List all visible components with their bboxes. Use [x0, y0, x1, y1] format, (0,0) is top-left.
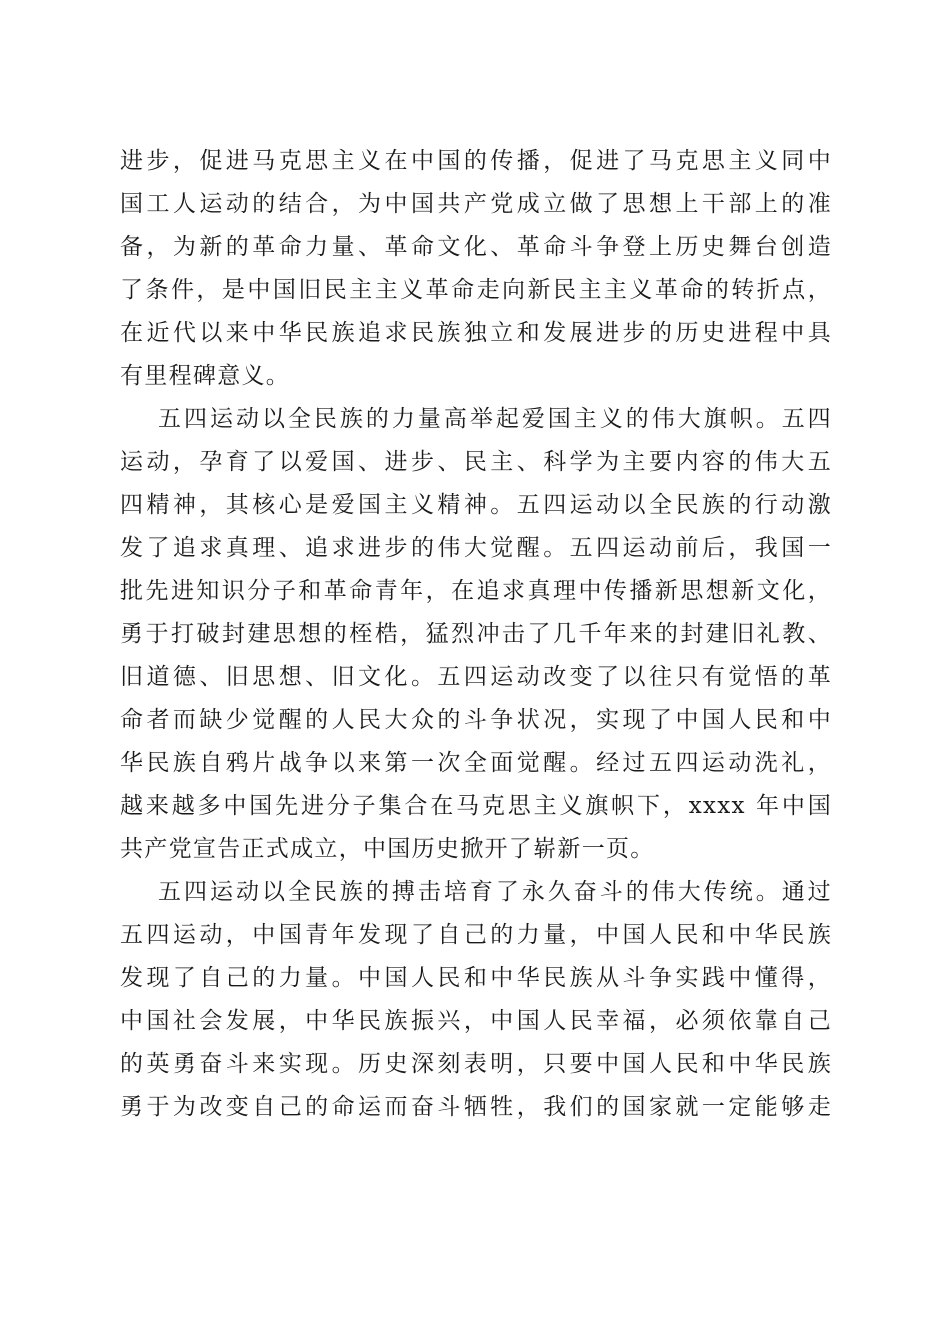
paragraph-1-line-6: 有里程碑意义。 [120, 363, 291, 389]
paragraph-2-line-9: 华民族自鸦片战争以来第一次全面觉醒。经过五四运动洗礼， [120, 750, 832, 776]
paragraph-3-line-3: 发现了自己的力量。中国人民和中华民族从斗争实践中懂得， [120, 965, 832, 991]
paragraph-3-line-5: 的英勇奋斗来实现。历史深刻表明，只要中国人民和中华民族 [120, 1051, 832, 1077]
paragraph-3-line-2: 五四运动，中国青年发现了自己的力量，中国人民和中华民族 [120, 922, 832, 948]
paragraph-2-line-3: 四精神，其核心是爱国主义精神。五四运动以全民族的行动激 [120, 492, 832, 518]
paragraph-2-line-10: 越来越多中国先进分子集合在马克思主义旗帜下，xxxx 年中国 [120, 793, 832, 819]
paragraph-2-line-11: 共产党宣告正式成立，中国历史掀开了崭新一页。 [120, 836, 655, 862]
paragraph-1-line-2: 国工人运动的结合，为中国共产党成立做了思想上干部上的准 [120, 191, 832, 217]
paragraph-2-line-5: 批先进知识分子和革命青年，在追求真理中传播新思想新文化， [120, 578, 832, 604]
paragraph-2-line-6: 勇于打破封建思想的桎梏，猛烈冲击了几千年来的封建旧礼教、 [120, 621, 832, 647]
paragraph-1-line-1: 进步，促进马克思主义在中国的传播，促进了马克思主义同中 [120, 148, 832, 174]
paragraph-2-line-1: 五四运动以全民族的力量高举起爱国主义的伟大旗帜。五四 [158, 406, 832, 432]
paragraph-1-line-3: 备，为新的革命力量、革命文化、革命斗争登上历史舞台创造 [120, 234, 832, 260]
paragraph-3-line-4: 中国社会发展，中华民族振兴，中国人民幸福，必须依靠自己 [120, 1008, 832, 1034]
paragraph-1-line-5: 在近代以来中华民族追求民族独立和发展进步的历史进程中具 [120, 320, 832, 346]
paragraph-2-line-8: 命者而缺少觉醒的人民大众的斗争状况，实现了中国人民和中 [120, 707, 832, 733]
paragraph-2-line-2: 运动，孕育了以爱国、进步、民主、科学为主要内容的伟大五 [120, 449, 832, 475]
paragraph-2-line-7: 旧道德、旧思想、旧文化。五四运动改变了以往只有觉悟的革 [120, 664, 832, 690]
paragraph-2-line-4: 发了追求真理、追求进步的伟大觉醒。五四运动前后，我国一 [120, 535, 832, 561]
paragraph-3-line-6: 勇于为改变自己的命运而奋斗牺牲，我们的国家就一定能够走 [120, 1094, 832, 1120]
paragraph-1-line-4: 了条件，是中国旧民主主义革命走向新民主主义革命的转折点， [120, 277, 832, 303]
document-body [120, 140, 832, 1129]
paragraph-3-line-1: 五四运动以全民族的搏击培育了永久奋斗的伟大传统。通过 [158, 879, 832, 905]
